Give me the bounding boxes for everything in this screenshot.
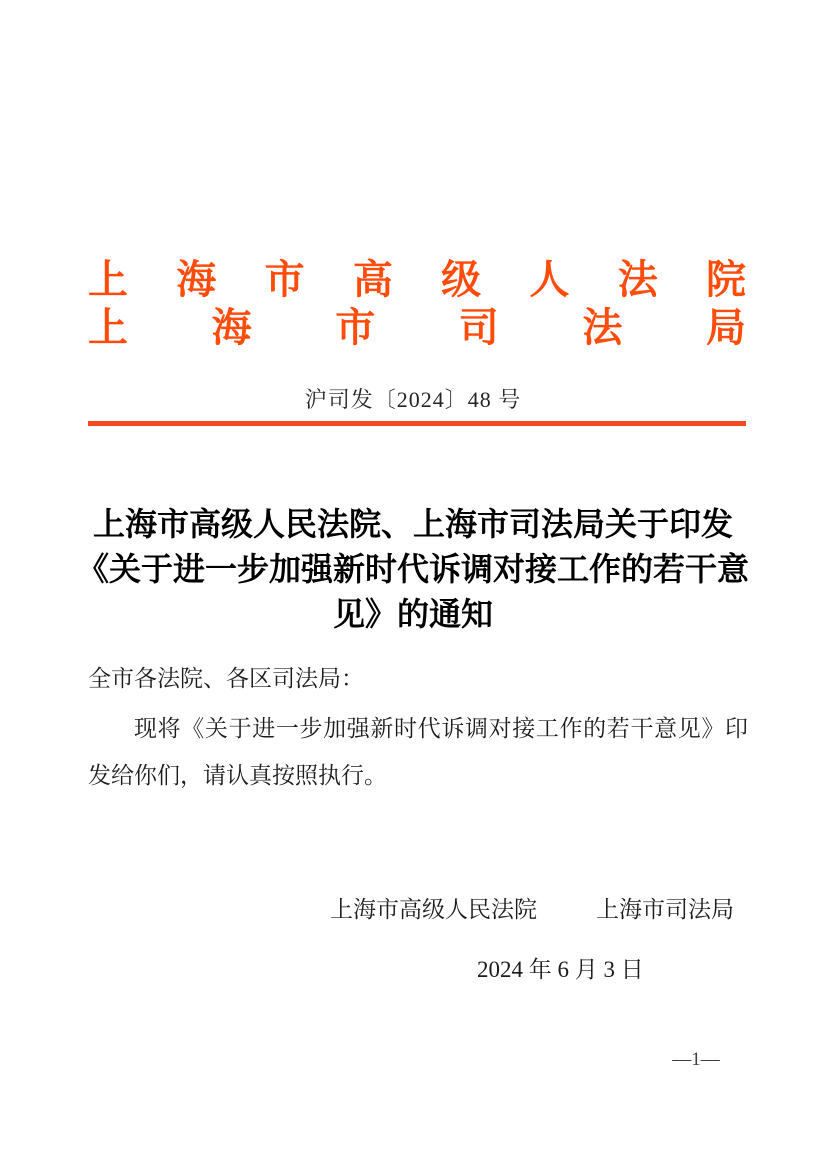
page-number: —1— <box>672 1049 720 1070</box>
document-title-line-1: 上海市高级人民法院、上海市司法局关于印发 <box>92 506 733 542</box>
body-paragraph: 现将《关于进一步加强新时代诉调对接工作的若干意见》印发给你们，请认真按照执行。 <box>88 716 748 788</box>
document-title <box>63 502 763 637</box>
signature-org-court: 上海市高级人民法院 <box>330 897 537 922</box>
issuing-org-line-court: 上 海 市 高 级 人 法 院 <box>88 257 746 302</box>
signature-org-justice-bureau: 上海市司法局 <box>596 897 734 922</box>
document-reference-number: 沪司发〔2024〕48 号 <box>304 387 522 412</box>
document-title-line-2: 《关于进一步加强新时代诉调对接工作的若干意 <box>76 551 749 587</box>
document-title-line-3: 见》的通知 <box>332 596 493 632</box>
issuing-org-line-justice-bureau: 上 海 市 司 法 局 <box>88 305 746 350</box>
red-separator-rule <box>88 421 746 426</box>
salutation: 全市各法院、各区司法局： <box>88 666 364 691</box>
signature-row <box>330 891 734 924</box>
signature-date: 2024 年 6 月 3 日 <box>477 957 644 982</box>
